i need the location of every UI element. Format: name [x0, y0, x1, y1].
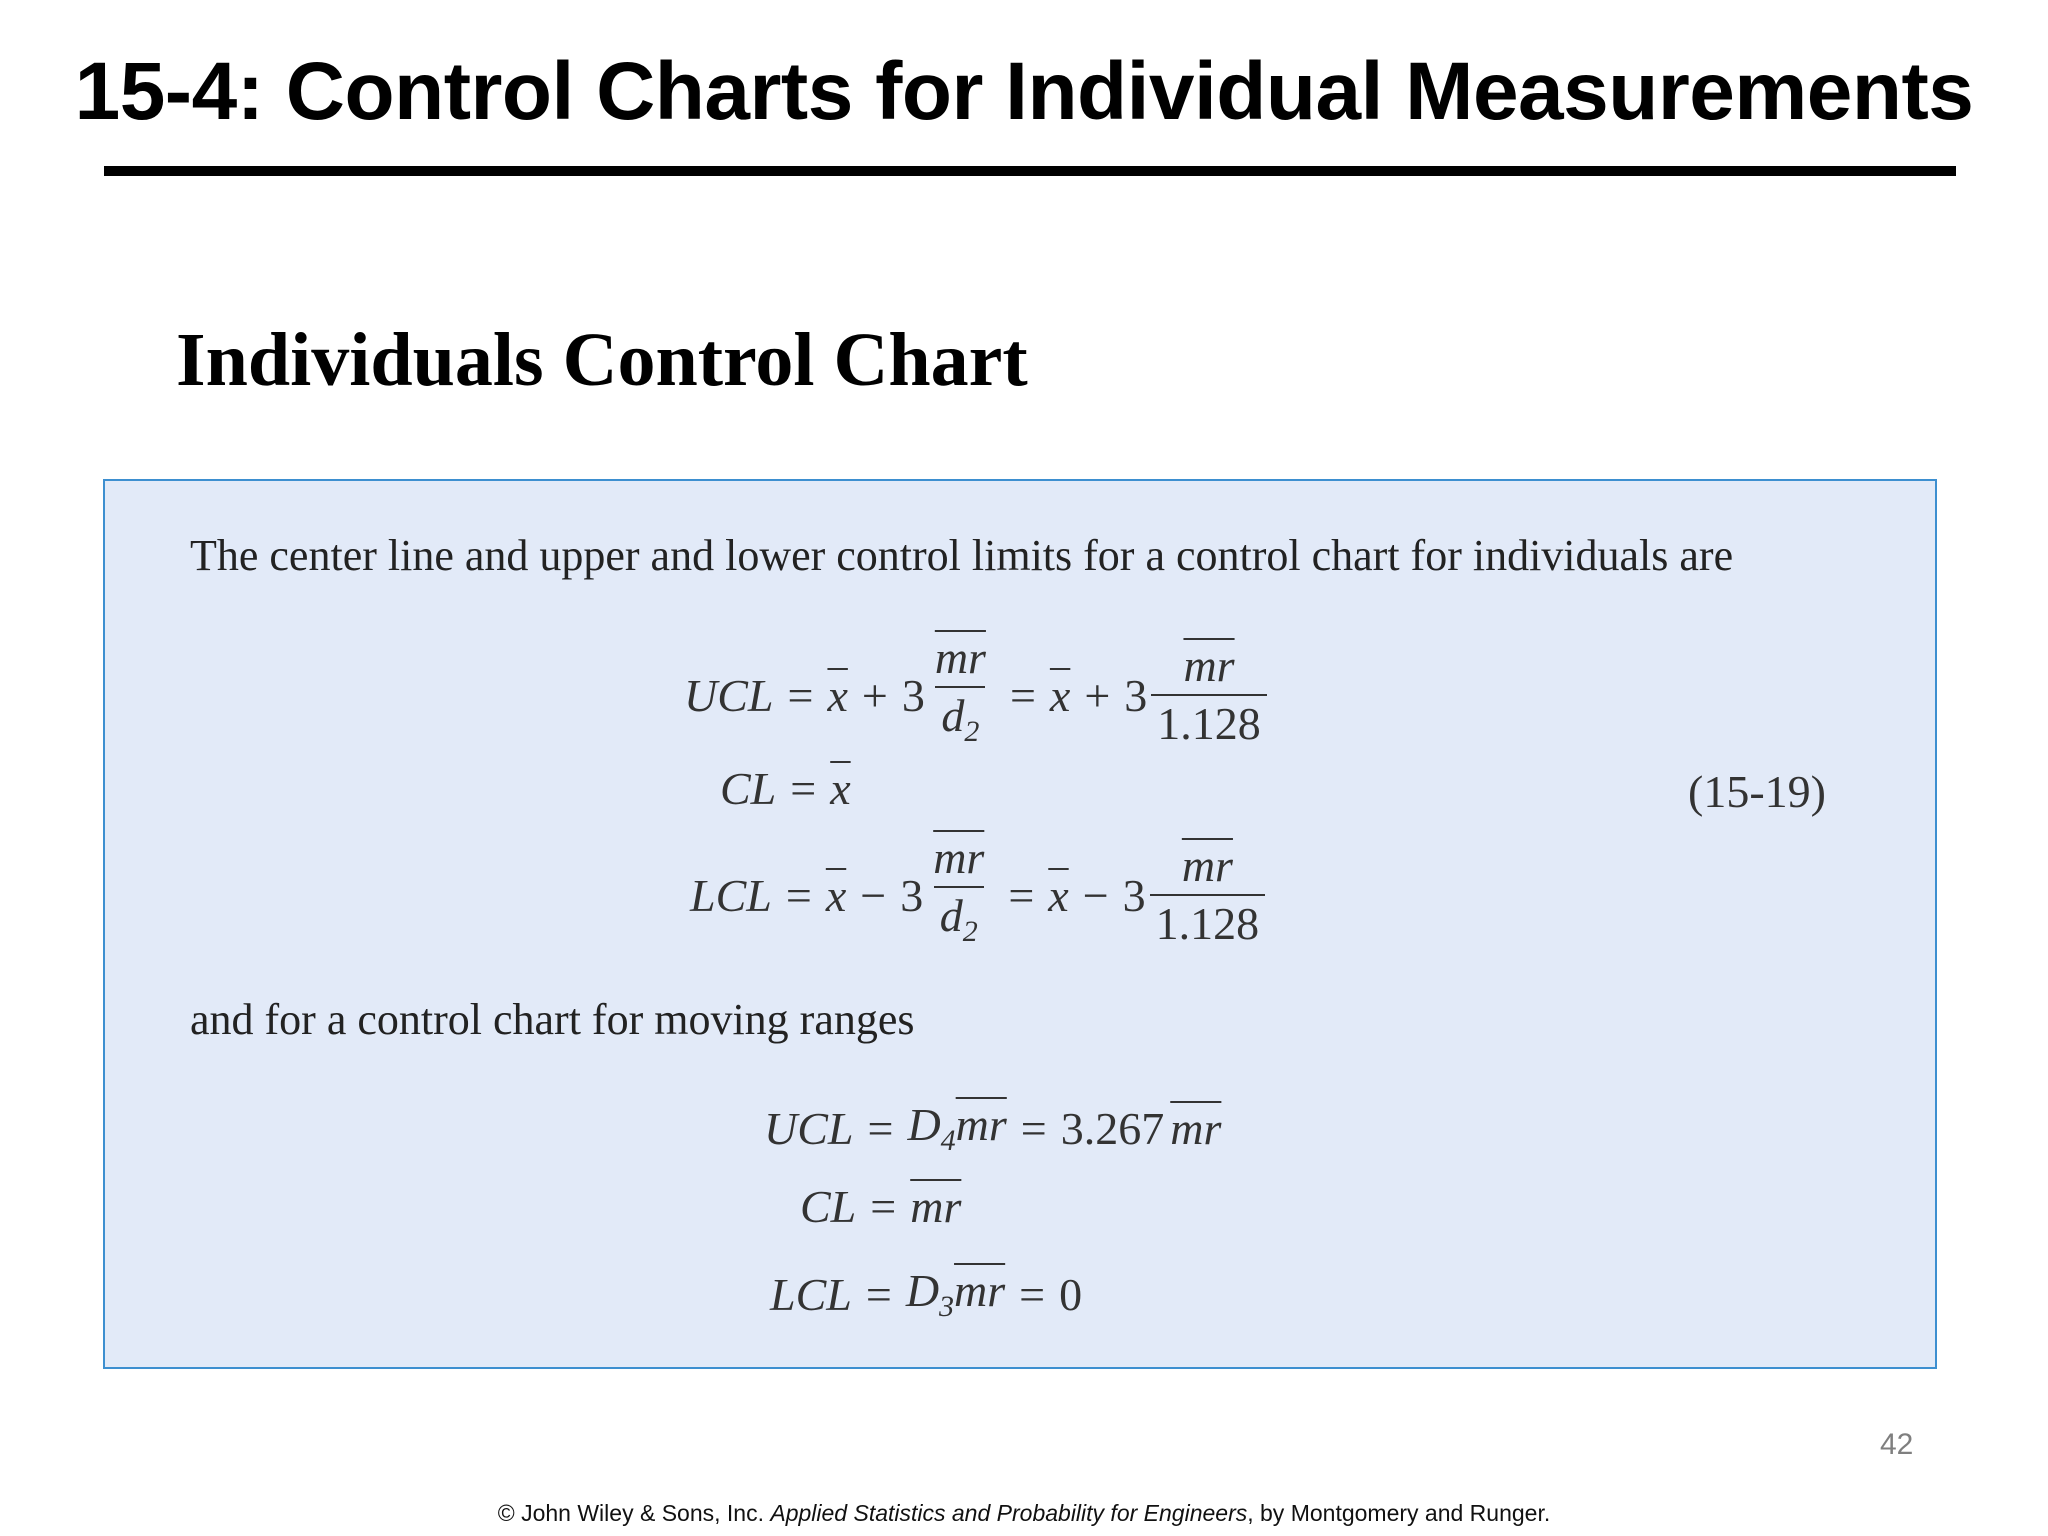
- mr-over-constant-fraction: $\frac{\overline{mr}}{1.128}$: [1151, 642, 1267, 748]
- footer-suffix: , by Montgomery and Runger.: [1247, 1500, 1551, 1526]
- intro-text: The center line and upper and lower control limits for a control chart for individuals are: [190, 531, 1734, 580]
- mr-ucl-equation: UCL = $D_4\overline{mr}$ = 3.267 $\overline{mr}$: [764, 1099, 1222, 1157]
- individuals-cl-equation: CL = $\overline{x}$: [720, 763, 851, 814]
- ucl-label: UCL: [684, 669, 774, 721]
- footer-prefix: © John Wiley & Sons, Inc.: [497, 1500, 764, 1526]
- moving-range-text: and for a control chart for moving ranges: [190, 995, 915, 1044]
- mr-over-d2-fraction: $\frac{\overline{mr}}{d_2}$: [929, 634, 992, 756]
- individuals-ucl-equation: UCL = $\overline{x}$ + 3 $\frac{\overline{mr}}{d_2}$ = $\overline{x}$ + 3 $\frac{\overline{mr}}{1.128}$: [684, 634, 1271, 756]
- equation-number: (15-19): [1688, 766, 1826, 817]
- mr-lcl-equation: LCL = $D_3\overline{mr}$ = 0: [770, 1265, 1083, 1323]
- slide-subtitle: Individuals Control Chart: [176, 318, 1028, 402]
- x-bar: $\overline{x}$: [827, 669, 848, 721]
- individuals-lcl-equation: LCL = $\overline{x}$ − 3 $\frac{\overline{mr}}{d_2}$ = $\overline{x}$ − 3 $\frac{\overline{mr}}{1.128}$: [690, 834, 1269, 956]
- cl-label: CL: [720, 763, 777, 814]
- lcl-label: LCL: [690, 869, 772, 921]
- footer-book-title: Applied Statistics and Probability for Engineers: [770, 1500, 1248, 1526]
- copyright-footer: [0, 1500, 2048, 1527]
- slide-title: 15-4: Control Charts for Individual Measurements: [74, 46, 1974, 137]
- title-divider: [104, 166, 1956, 176]
- mr-cl-equation: CL = $\overline{mr}$: [800, 1181, 962, 1232]
- page-number: 42: [1880, 1428, 1914, 1461]
